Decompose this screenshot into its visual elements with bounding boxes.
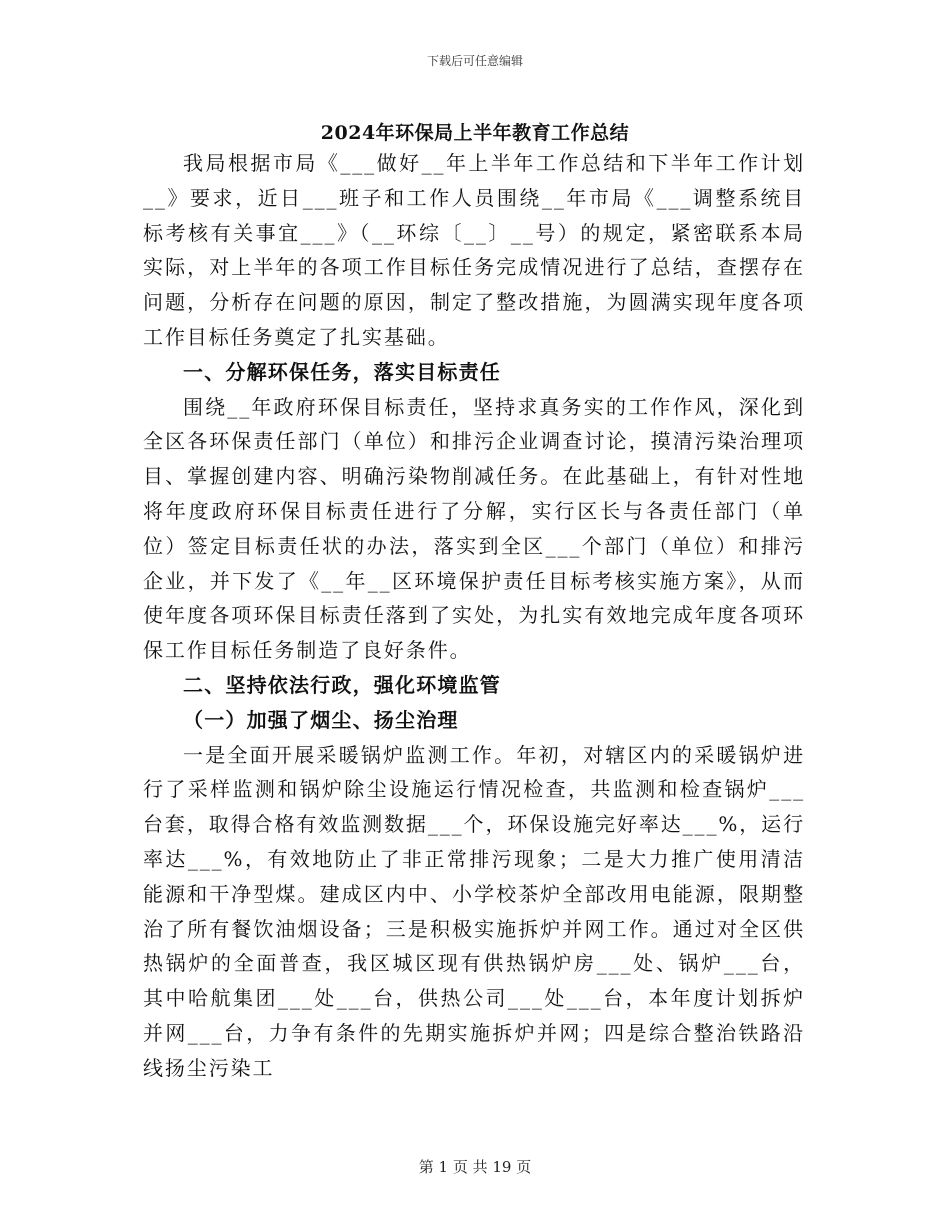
download-note: 下载后可任意编辑: [426, 54, 523, 68]
section-heading-2: 二、坚持依法行政，强化环境监管: [183, 672, 501, 697]
intro-paragraph: 我局根据市局《___做好__年上半年工作总结和下半年工作计划__》要求，近日___班子和工作人员围绕__年市局《___调整系统目标考核有关事宜___》（__环综〔__〕__号）的规定，紧密联系本局实际，对上半年的各项工作目标任务完成情况进行了总结，查摆存在问题，分析存在问题的原因，制定了整改措施，为圆满实现年度各项工作目标任务奠定了扎实基础。: [143, 151, 805, 349]
page-number: 第 1 页 共 19 页: [418, 1158, 532, 1176]
subsection-heading-1: （一）加强了烟尘、扬尘治理: [183, 707, 459, 732]
document-title: 2024年环保局上半年教育工作总结: [320, 122, 630, 144]
section-heading-1: 一、分解环保任务，落实目标责任: [183, 359, 501, 384]
section-1-paragraph: 围绕__年政府环保目标责任，坚持求真务实的工作作风，深化到全区各环保责任部门（单位）和排污企业调查讨论，摸清污染治理项目、掌握创建内容、明确污染物削减任务。在此基础上，有针对性地将年度政府环保目标责任进行了分解，实行区长与各责任部门（单位）签定目标责任状的办法，落实到全区___个部门（单位）和排污企业，并下发了《__年__区环境保护责任目标考核实施方案》，从而使年度各项环保目标责任落到了实处，为扎实有效地完成年度各项环保工作目标任务制造了良好条件。: [143, 394, 805, 663]
document-body: [143, 146, 805, 1086]
subsection-1-paragraph: 一是全面开展采暖锅炉监测工作。年初，对辖区内的采暖锅炉进行了采样监测和锅炉除尘设施运行情况检查，共监测和检查锅炉___台套，取得合格有效监测数据___个，环保设施完好率达___%，运行率达___%，有效地防止了非正常排污现象；二是大力推广使用清洁能源和干净型煤。建成区内中、小学校茶炉全部改用电能源，限期整治了所有餐饮油烟设备；三是积极实施拆炉并网工作。通过对全区供热锅炉的全面普查，我区城区现有供热锅炉房___处、锅炉___台，其中哈航集团___处___台，供热公司___处___台，本年度计划拆炉并网___台，力争有条件的先期实施拆炉并网；四是综合整治铁路沿线扬尘污染工: [143, 742, 805, 1080]
